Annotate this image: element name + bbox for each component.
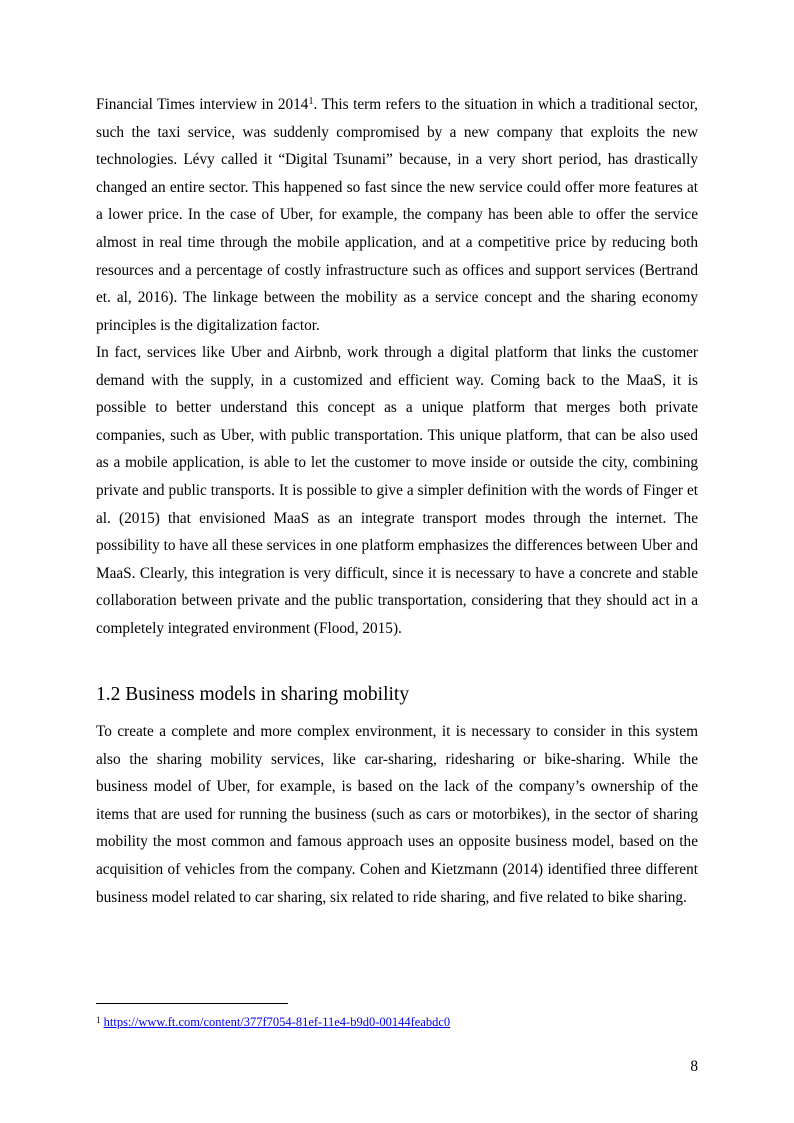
body-paragraph-1	[96, 91, 698, 339]
page-number: 8	[690, 1058, 698, 1075]
body-paragraph-3	[96, 718, 698, 911]
section-heading: 1.2 Business models in sharing mobility	[96, 684, 410, 705]
body-paragraph-2	[96, 339, 698, 643]
paragraph-1-text-end: . This term refers to the situation in which a traditional sector, such the taxi service, was suddenly compromised by a new company that exploits the new technologies. Lévy called it “Digital Tsunami” because, in a very short period, has drastically changed an entire sector. This happened so fast since the new service could offer more features at a lower price. In the case of Uber, for example, the company has been able to offer the service almost in real time through the mobile application, and at a competitive price by reducing both resources and a percentage of costly infrastructure such as offices and support services (Bertrand et. al, 2016). The linkage between the mobility as a service concept and the sharing economy principles is the digitalization factor.	[96, 96, 698, 334]
footnote	[96, 1012, 450, 1030]
footnote-link[interactable]: https://www.ft.com/content/377f7054-81ef-11e4-b9d0-00144feabdc0	[103, 1015, 451, 1029]
footnote-divider	[96, 1003, 288, 1004]
paragraph-3-text: To create a complete and more complex environment, it is necessary to consider in this system also the sharing mobility services, like car-sharing, ridesharing or bike-sharing. While the business model of Uber, for example, is based on the lack of the company’s ownership of the items that are used for running the business (such as cars or motorbikes), in the sector of sharing mobility the most common and famous approach uses an opposite business model, based on the acquisition of vehicles from the company. Cohen and Kietzmann (2014) identified three different business model related to car sharing, six related to ride sharing, and five related to bike sharing.	[96, 723, 698, 906]
paragraph-1-text-start: Financial Times interview in 2014	[96, 96, 309, 113]
footnote-marker: 1	[96, 1015, 101, 1025]
paragraph-2-text: In fact, services like Uber and Airbnb, work through a digital platform that links the customer demand with the supply, in a customized and efficient way. Coming back to the MaaS, it is possible to better understand this concept as a unique platform that merges both private companies, such as Uber, with public transportation. This unique platform, that can be also used as a mobile application, is able to let the customer to move inside or outside the city, combining private and public transports. It is possible to give a simpler definition with the words of Finger et al. (2015) that envisioned MaaS as an integrate transport modes through the internet. The possibility to have all these services in one platform emphasizes the differences between Uber and MaaS. Clearly, this integration is very difficult, since it is necessary to have a concrete and stable collaboration between private and the public transportation, considering that they should act in a completely integrated environment (Flood, 2015).	[96, 344, 698, 637]
footnote-reference-marker[interactable]: 1	[308, 96, 314, 107]
